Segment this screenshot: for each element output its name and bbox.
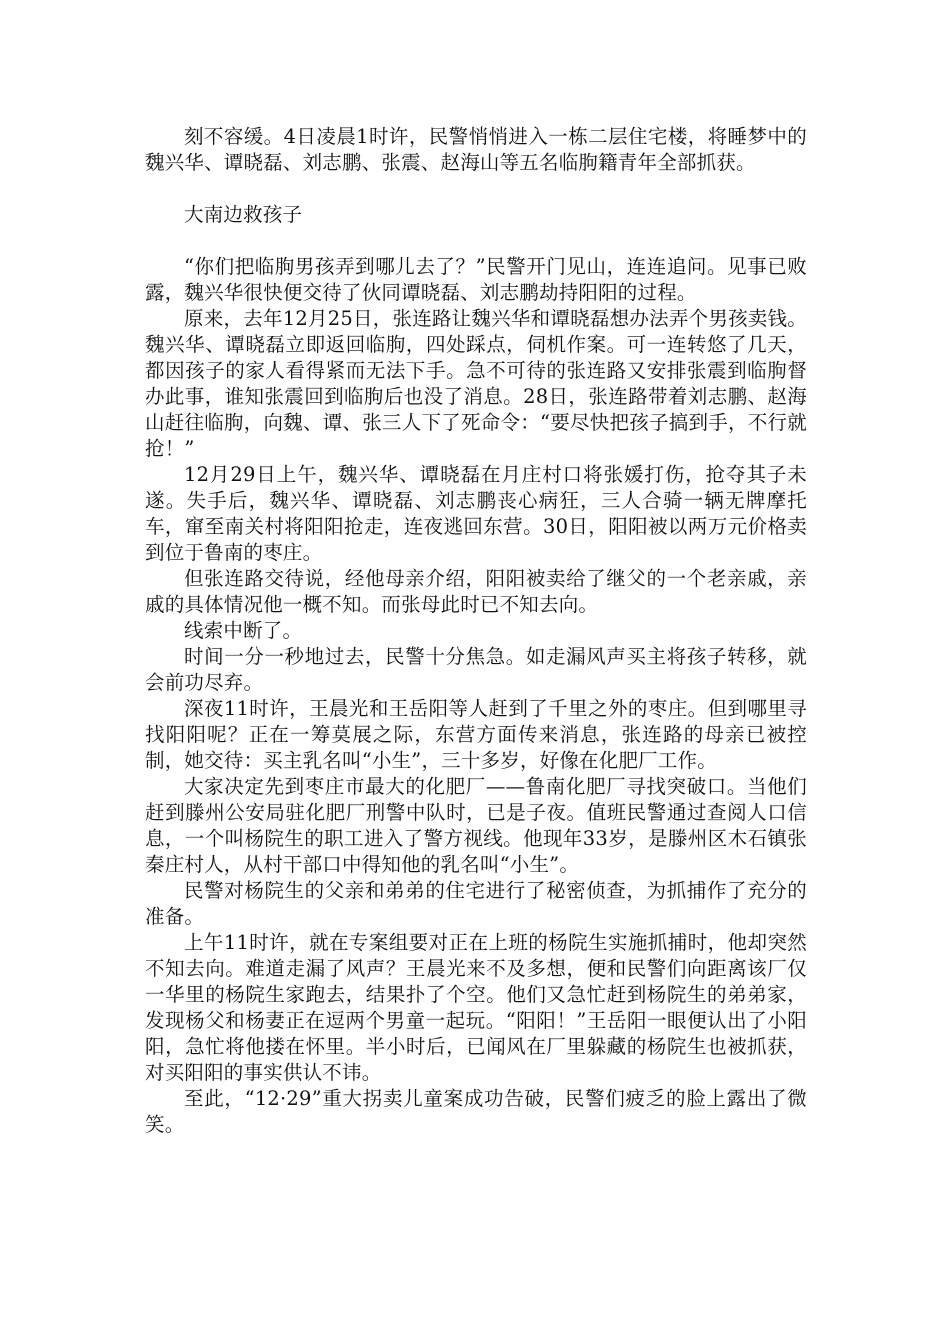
paragraph-fertilizer-plant: 大家决定先到枣庄市最大的化肥厂——鲁南化肥厂寻找突破口。当他们赶到滕州公安局驻化肥厂刑警中队时，已是子夜。值班民警通过查阅人口信息，一个叫杨院生的职工进入了警方视线。他现年33岁，是滕州区木石镇张秦庄村人，从村干部口中得知他的乳名叫“小生”。 — [145, 775, 807, 876]
paragraph-confession: 但张连路交待说，经他母亲介绍，阳阳被卖给了继父的一个老亲戚，亲戚的具体情况他一概不知。而张母此时已不知去向。 — [145, 567, 807, 616]
paragraph-urgency: 时间一分一秒地过去，民警十分焦急。如走漏风声买主将孩子转移，就会前功尽弃。 — [145, 645, 807, 694]
paragraph-arrest: 刻不容缓。4日凌晨1时许，民警悄悄进入一栋二层住宅楼，将睡梦中的魏兴华、谭晓磊、刘志鹏、张震、赵海山等五名临朐籍青年全部抓获。 — [145, 125, 807, 174]
paragraph-lead-lost: 线索中断了。 — [184, 619, 303, 642]
paragraph-abduction: 12月29日上午，魏兴华、谭晓磊在月庄村口将张媛打伤，抢夺其子未遂。失手后，魏兴华、谭晓磊、刘志鹏丧心病狂，三人合骑一辆无牌摩托车，窜至南关村将阳阳抢走，连夜逃回东营。30日，阳阳被以两万元价格卖到位于鲁南的枣庄。 — [145, 463, 807, 564]
section-heading: 大南边救孩子 — [184, 203, 303, 226]
paragraph-background: 原来，去年12月25日，张连路让魏兴华和谭晓磊想办法弄个男孩卖钱。魏兴华、谭晓磊立即返回临朐，四处踩点，伺机作案。可一连转悠了几天，都因孩子的家人看得紧而无法下手。急不可待的张连路又安排张震到临朐督办此事，谁知张震回到临朐后也没了消息。28日，张连路带着刘志鹏、赵海山赶往临朐，向魏、谭、张三人下了死命令：“要尽快把孩子搞到手，不行就抢！” — [145, 307, 807, 460]
paragraph-surveillance: 民警对杨院生的父亲和弟弟的住宅进行了秘密侦查，为抓捕作了充分的准备。 — [145, 879, 807, 928]
paragraph-rescue: 上午11时许，就在专案组要对正在上班的杨院生实施抓捕时，他却突然不知去向。难道走漏了风声？王晨光来不及多想，便和民警们向距离该厂仅一华里的杨院生家跑去，结果扑了个空。他们又急忙赶到杨院生的弟弟家，发现杨父和杨妻正在逗两个男童一起玩。“阳阳！”王岳阳一眼便认出了小阳阳，急忙将他搂在怀里。半小时后，已闻风在厂里躲藏的杨院生也被抓获，对买阳阳的事实供认不讳。 — [145, 931, 807, 1084]
document-body — [145, 124, 807, 1138]
paragraph-conclusion: 至此，“12·29”重大拐卖儿童案成功告破，民警们疲乏的脸上露出了微笑。 — [145, 1087, 807, 1136]
paragraph-zaozhuang: 深夜11时许，王晨光和王岳阳等人赶到了千里之外的枣庄。但到哪里寻找阳阳呢？正在一筹莫展之际，东营方面传来消息，张连路的母亲已被控制，她交待：买主乳名叫“小生”，三十多岁，好像在化肥厂工作。 — [145, 697, 807, 772]
paragraph-questioning: “你们把临朐男孩弄到哪儿去了？”民警开门见山，连连追问。见事已败露，魏兴华很快便交待了伙同谭晓磊、刘志鹏劫持阳阳的过程。 — [145, 255, 807, 304]
